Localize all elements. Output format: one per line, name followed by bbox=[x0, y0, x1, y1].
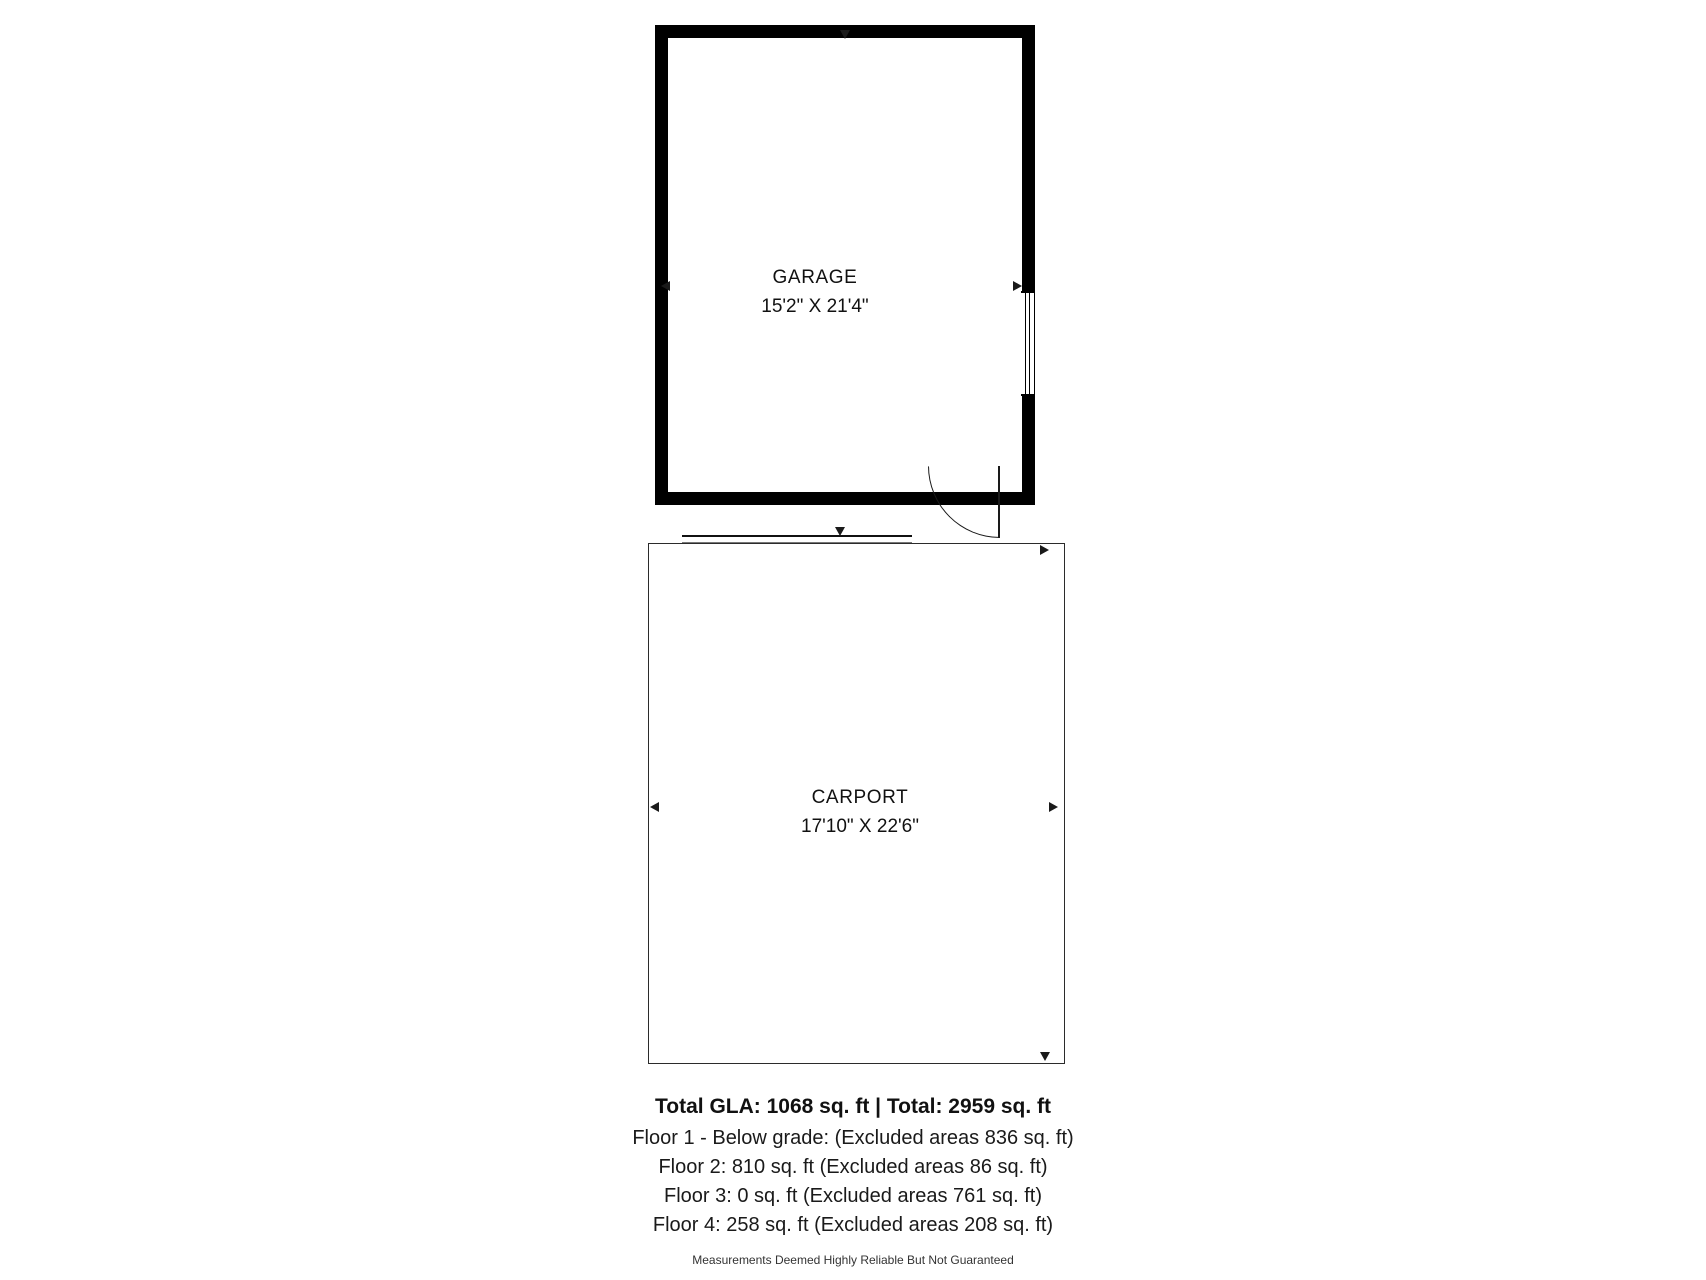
carport-tick-right bbox=[1049, 802, 1058, 812]
garage-dimensions: 15'2" X 21'4" bbox=[761, 295, 869, 317]
garage-window bbox=[1021, 291, 1034, 396]
garage-tick-right bbox=[1013, 281, 1022, 291]
carport-tick-top-right bbox=[1040, 545, 1049, 555]
carport-dimensions: 17'10" X 22'6" bbox=[801, 815, 919, 837]
door-swing-arc bbox=[928, 466, 1000, 538]
garage-label bbox=[690, 265, 940, 319]
garage-tick-bottom bbox=[835, 527, 845, 536]
garage-entry-door-swing bbox=[928, 466, 1000, 538]
area-summary bbox=[0, 1095, 1706, 1240]
floor-1-line: Floor 1 - Below grade: (Excluded areas 836 sq. ft) bbox=[632, 1127, 1074, 1149]
floor-4-line: Floor 4: 258 sq. ft (Excluded areas 208 sq. ft) bbox=[652, 1214, 1054, 1236]
garage-name: GARAGE bbox=[772, 267, 858, 288]
garage-tick-top bbox=[840, 30, 850, 39]
carport-tick-left bbox=[650, 802, 659, 812]
total-gla-line: Total GLA: 1068 sq. ft | Total: 2959 sq. ft bbox=[655, 1095, 1051, 1118]
carport-label bbox=[710, 785, 1010, 839]
disclaimer-text: Measurements Deemed Highly Reliable But Not Guaranteed bbox=[692, 1253, 1014, 1267]
floor-2-line: Floor 2: 810 sq. ft (Excluded areas 86 sq. ft) bbox=[658, 1156, 1048, 1178]
carport-tick-bottom-right bbox=[1040, 1052, 1050, 1061]
floor-3-line: Floor 3: 0 sq. ft (Excluded areas 761 sq. ft) bbox=[664, 1185, 1042, 1207]
door-leaf bbox=[998, 466, 1000, 538]
garage-tick-left bbox=[661, 281, 670, 291]
carport-name: CARPORT bbox=[811, 787, 909, 808]
